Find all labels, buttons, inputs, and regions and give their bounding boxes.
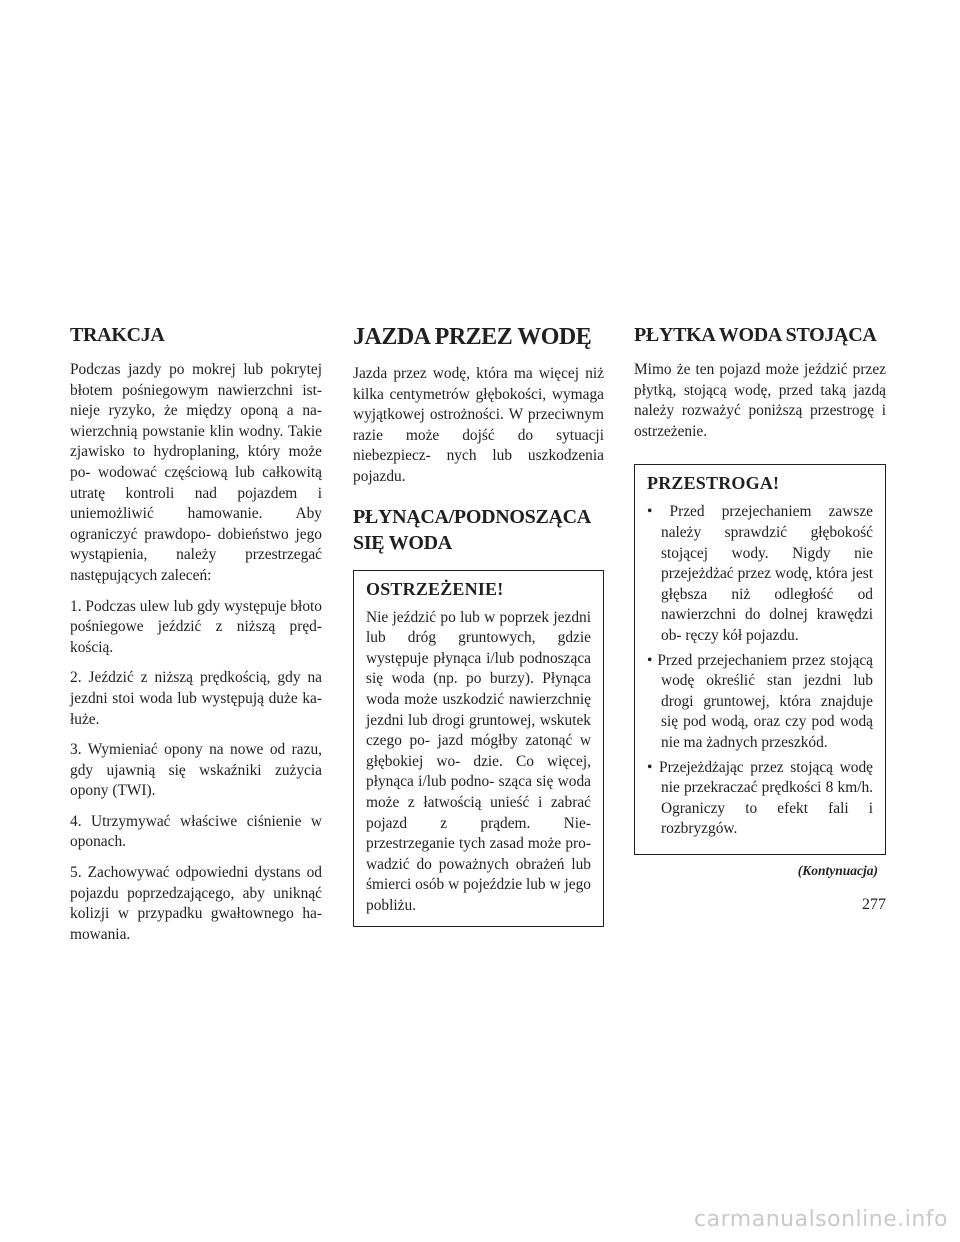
- page-number: 277: [862, 896, 886, 913]
- column-traction: [70, 322, 322, 955]
- caution-box: [634, 464, 886, 855]
- warning-text: Nie jeździć po lub w poprzek jezdni lub dróg gruntowych, gdzie występuje płynąca i/lub podnosząca się woda (np. po burzy). Płynąca woda może uszkodzić nawierzchnię jezdni lub drogi gruntowej, wskutek czego po- jazd mógłby zatonąć w głębokiej wo- dzie. Co więcej, płynąca i/lub podno- sząca się woda może z łatwością unieść i zabrać pojazd z prądem. Nie- przestrzeganie tych zasad może pro- wadzić do poważnych obrażeń lub śmierci osób w pojeździe lub w jego pobliżu.: [366, 608, 591, 914]
- watermark: carmanualsonline.info: [694, 1207, 948, 1232]
- caution-title: PRZESTROGA!: [647, 473, 780, 494]
- subsection-heading-line1: PŁYNĄCA/PODNOSZĄCA: [353, 505, 591, 528]
- list-item: 3. Wymieniać opony na nowe od razu, gdy ujawnią się wskaźniki zużycia opony (TWI).: [70, 741, 322, 800]
- warning-title: OSTRZEŻENIE!: [366, 578, 504, 599]
- section-heading: TRAKCJA: [70, 324, 165, 346]
- paragraph: Jazda przez wodę, która ma więcej niż kilka centymetrów głębokości, wymaga wyjątkowej ostrożności. W przeciwnym razie może dojść do sytuacji niebezpiecz- nych lub uszkodzenia pojazdu.: [353, 365, 604, 485]
- caution-item: • Przed przejechaniem przez stojącą wodę określić stan jezdni lub drogi gruntowej, która znajduje się pod wodą, oraz czy pod wodą nie ma żadnych przeszkód.: [647, 651, 873, 751]
- subsection-heading: [353, 504, 604, 556]
- list-item: 4. Utrzymywać właściwe ciśnienie w oponach.: [70, 812, 322, 851]
- section-heading: JAZDA PRZEZ WODĘ: [353, 324, 592, 350]
- caution-list: [647, 502, 873, 840]
- continued-note: (Kontynuacja): [797, 862, 878, 878]
- subsection-heading-line2: SIĘ WODA: [353, 531, 452, 554]
- list-item: 5. Zachowywać odpowiedni dystans od pojazdu poprzedzającego, aby uniknąć kolizji w przypadku gwałtownego ha- mowania.: [70, 864, 322, 943]
- list-item: 1. Podczas ulew lub gdy występuje błoto pośniegowe jeździć z niższą pręd- kością.: [70, 597, 322, 656]
- caution-item: • Przejeżdżając przez stojącą wodę nie przekraczać prędkości 8 km/h. Ograniczy to efekt fali i rozbryzgów.: [647, 758, 873, 838]
- paragraph: Podczas jazdy po mokrej lub pokrytej błotem pośniegowym nawierzchni ist- nieje ryzyko, że między oponą a na- wierzchnią powstanie klin wodny. Takie zjawisko to hydroplaning, który może po- wodować częściową lub całkowitą utratę kontroli nad pojazdem i uniemożliwić hamowanie. Aby ograniczyć prawdopo- dobieństwo jego wystąpienia, należy przestrzegać następujących zaleceń:: [70, 361, 322, 584]
- warning-box: [353, 570, 604, 928]
- caution-item: • Przed przejechaniem zawsze należy sprawdzić głębokość stojącej wody. Nigdy nie przejeżdżać przez wodę, która jest głębsza niż odległość od nawierzchni do dolnej krawędzi ob- ręczy kół pojazdu.: [647, 503, 873, 644]
- paragraph: Mimo że ten pojazd może jeździć przez płytką, stojącą wodę, przed taką jazdą należy rozważyć poniższą przestrogę i ostrzeżenie.: [634, 361, 886, 440]
- column-shallow-water: [634, 322, 886, 879]
- list-item: 2. Jeździć z niższą prędkością, gdy na jezdni stoi woda lub występują duże ka- łuże.: [70, 669, 322, 728]
- column-driving-through-water: [353, 322, 604, 927]
- section-heading: PŁYTKA WODA STOJĄCA: [634, 324, 877, 346]
